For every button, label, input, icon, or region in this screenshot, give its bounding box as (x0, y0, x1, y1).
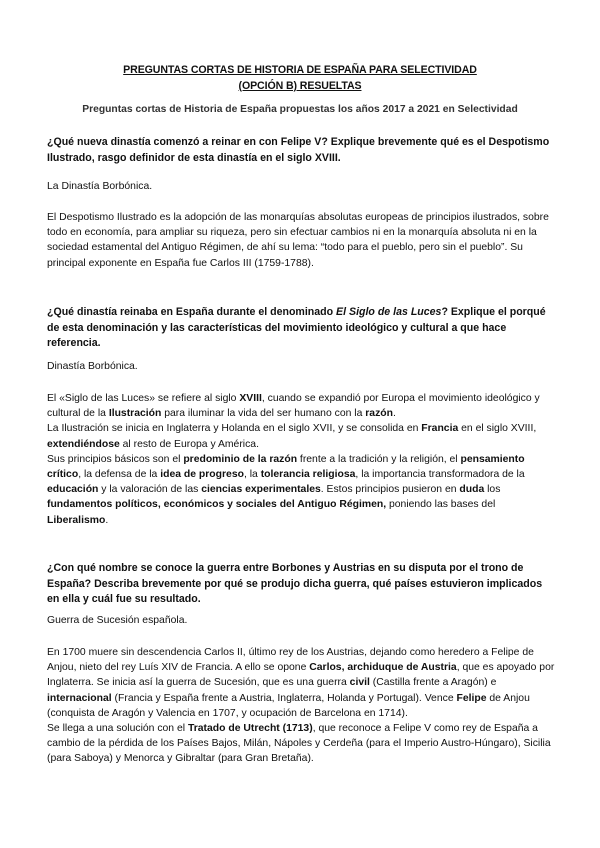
answer-1-short: La Dinastía Borbónica. (47, 181, 153, 192)
text-run: en el siglo XVIII, (458, 423, 537, 435)
text-run: , que es apoyado por Inglaterra. Se inicia así la guerra de Sucesión, que es una guerra (47, 662, 555, 689)
bold-run: civil (349, 677, 370, 689)
text-run: . Estos principios pusieron en (320, 484, 460, 496)
text-run: La Ilustración se inicia en Inglaterra y Holanda en el siglo XVII, y se consolida en (47, 423, 422, 435)
text-run: al resto de Europa y América. (119, 438, 259, 450)
bold-run: Carlos, archiduque de Austria (309, 662, 457, 674)
question-2-part-b: ? Explique el porqué de esta denominación y las características del movimiento ideológico y cultural a que hace referencia. (47, 306, 546, 350)
text-run: los (484, 484, 501, 496)
question-2-emphasis: El Siglo de las Luces (336, 306, 442, 318)
bold-run: tolerancia religiosa (260, 469, 356, 481)
question-2 (47, 305, 557, 352)
text-run: . (392, 408, 396, 420)
bold-run: educación (47, 484, 99, 496)
answer-2-paragraph-2 (47, 421, 557, 451)
answer-1-explanation: El Despotismo Ilustrado es la adopción de las monarquías absolutas europeas de principios ilustrados, sobre todo en economía, para ampliar su riqueza, pero sin efectuar cambios ni en la monarquía absoluta ni en la sociedad estamental del Antiguo Régimen, de ahí su lema: “todo para el pueblo, pero sin el pueblo”. Su principal exponente en España fue Carlos III (1759-1788). (47, 212, 549, 269)
bold-run: Tratado de Utrecht (1713) (187, 723, 313, 735)
answer-3-body (47, 645, 557, 767)
text-run: , cuando se expandió por Europa el movimiento ideológico y cultural de la (47, 393, 540, 420)
text-run: Se llega a una solución con el (47, 723, 188, 735)
text-run: , que reconoce a Felipe V como rey de España a cambio de la pérdida de los Países Bajos, Milán, Nápoles y Cerdeña (para el Imperio Austro-Húngaro), Sicilia (para Saboya) y Menorca y Gibraltar (para Gran Bretaña). (47, 723, 551, 765)
text-run: , la defensa de la (78, 469, 161, 481)
text-run: para iluminar la vida del ser humano con la (161, 408, 366, 420)
question-1: ¿Qué nueva dinastía comenzó a reinar en con Felipe V? Explique brevemente qué es el Despotismo Ilustrado, rasgo definidor de esta dinastía en el siglo XVIII. (47, 136, 550, 164)
text-run: poniendo las bases del (386, 499, 496, 511)
document-title-line-1: PREGUNTAS CORTAS DE HISTORIA DE ESPAÑA PARA SELECTIVIDAD (123, 64, 477, 76)
question-2-part-a: ¿Qué dinastía reinaba en España durante el denominado (47, 306, 334, 318)
document-subtitle: Preguntas cortas de Historia de España propuestas los años 2017 a 2021 en Selectividad (82, 104, 518, 115)
text-run: y la valoración de las (98, 484, 202, 496)
bold-run: Francia (421, 423, 459, 435)
text-run: (Francia y España frente a Austria, Inglaterra, Holanda y Portugal). Vence (111, 692, 457, 704)
bold-run: XVIII (239, 393, 262, 404)
text-run: El «Siglo de las Luces» se refiere al siglo (47, 393, 240, 404)
text-run: . (105, 514, 109, 526)
bold-run: idea de progreso (160, 469, 244, 481)
text-run: Sus principios básicos son el (47, 453, 184, 465)
bold-run: ciencias experimentales (201, 484, 321, 496)
question-3: ¿Con qué nombre se conoce la guerra entre Borbones y Austrias en su disputa por el trono de España? Describa brevemente por qué se produjo dicha guerra, qué países estuvieron implicados en ella y cuál fue su resultado. (47, 562, 543, 606)
document-title-line-2: (OPCIÓN B) RESUELTAS (238, 80, 362, 92)
bold-run: Felipe (456, 692, 487, 704)
text-run: de Anjou (conquista de Aragón y Valencia en 1707, y ocupación de Barcelona en 1714). (47, 692, 530, 719)
answer-3-short: Guerra de Sucesión española. (47, 615, 188, 626)
text-run: , la importancia transformadora de la (355, 469, 525, 481)
answer-2-paragraph-3 (47, 452, 557, 528)
bold-run: Liberalismo (47, 514, 106, 526)
answer-3-paragraph-1 (47, 645, 557, 721)
answer-2-short: Dinastía Borbónica. (47, 361, 138, 372)
text-run: (Castilla frente a Aragón) e (369, 677, 497, 689)
answer-2-paragraph-1 (47, 391, 557, 421)
answer-2-body (47, 391, 557, 528)
text-run: En 1700 muere sin descendencia Carlos II, último rey de los Austrias, dejando como heredero a Felipe de Anjou, nieto del rey Luís XIV de Francia. A ello se opone (47, 647, 534, 674)
bold-run: extendiéndose (47, 438, 120, 450)
text-run: frente a la tradición y la religión, el (297, 453, 461, 465)
bold-run: internacional (47, 692, 112, 704)
text-run: , la (243, 469, 261, 481)
bold-run: razón (365, 408, 393, 420)
answer-3-paragraph-2 (47, 721, 557, 767)
bold-run: pensamiento crítico (47, 453, 525, 481)
bold-run: fundamentos políticos, económicos y sociales del Antiguo Régimen, (47, 499, 387, 511)
bold-run: predominio de la razón (183, 453, 298, 465)
bold-run: duda (459, 484, 485, 496)
bold-run: Ilustración (108, 408, 162, 420)
